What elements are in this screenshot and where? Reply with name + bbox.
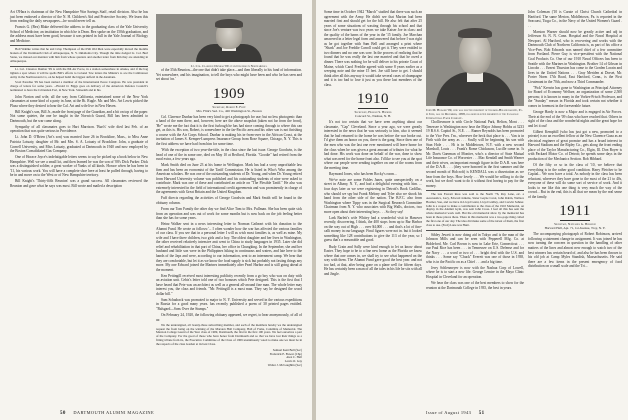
paragraph: Marston Warner should now be greatly active and adj in Jefferson St. N. N. Conn. Hospital and the Naval Hospital at Newport. Al Hartford, who is recovering and works with the Dartmouth Club of Northern California is, as part of his office a Vice-Pres. Bob Edwards was named chief of a few committee from Portland. Pierre Guy is vice-president with the National Coal Products Co. One of our 1910 Naval Officers has been to Seattle with the Marines in Washington. Brother 14 of Gibson in Lincoln . . . Ernest Thurston has come to the Gorden Lorain and lives in the United Nations . . . Gray Meriden at Dorset, Mr. Porter Norm 17th Road, East Hartford, Conn., is the First Lieutenant in the 70th, and now a Third Commander. <box>528 29 622 84</box>
page-footer <box>426 410 485 416</box>
class-year-heading: 1910 <box>357 91 389 108</box>
divider <box>10 45 148 46</box>
paragraph: Raymond Jones, who has been Rocky's room... <box>329 171 397 176</box>
paragraph: of the 35th Reunion—the one that didn't take place—and then liberally to his fund of information. Yet somewhere, and his imagination, to tell the boys who might have been and who he has seen and set about 'on.' <box>156 68 302 82</box>
left-page <box>0 0 312 420</box>
class-year-heading: 1911 <box>559 203 591 220</box>
secretary-name: Secretary, Harold S. Hopkins <box>354 110 392 115</box>
divider <box>214 103 244 104</box>
secretary-address: Concord St., Nashua, N. H. <box>354 114 392 119</box>
page-footer <box>60 410 154 416</box>
paragraph: Sam Schadrack was promoted to major to N. Y. University and served in the various expeditions in Russia for a good many years. has recently published a poem of 30 printed pages entitled. "Balsgard—Sons Over the Stumps." <box>156 297 302 312</box>
paragraph: Jerry Schlesmeyer is now with the Nashua Corp of Lowell, where he is to start a new life. George Lemire in the Mayo Clinic Hospital in Cleveland for an operation. <box>426 265 524 279</box>
paragraph: Cholliesmore is with Circle National Park, Helton, Mont . . . Tenessee is Washington now hear the Major Johnny Hobbs at 3233 19 B.S.S. Capitol St., N.E. . . . Ramer Reynolds has been promoted to the Vice Pres. I'm., wherever the heck that place is . . . Van is in Firth with the army as . . . Scully will be beginning his son with Stan Hole . . . Hi is in Middletown, N.Y. with a new second Marshall, Louis . . . Frank's Rome Chickasaw, Lucille came in. Is Mr. Davis Gaerman of Moniter, who's a director of State Mutual Life Insurance Co. of Worcester . . . Mac Kendall and Smith Warner and their wives, an important enough figure in the D.A.R. was here of the D.A.R. . . . (they were honored in the first summer and the second month of Holcroft) is KENDALL was a dissertation as we hear from the boys. How lovely . . . We would be willing to do the work, but we don't want to do it without first having to pay for the money. <box>426 120 524 188</box>
paragraph: Bill Knight's son, Bill Jr., made the front page of the Guardian, and a bit on top of the paper. Not some quieter, the one he taught in the Norwich Guard, Bill has been admitted to Dartmouth, but the war came along. <box>10 109 148 123</box>
paragraph: We hear the class was one of the best members to show for the reunion at the Dartmouth College in 1935, the best in years. <box>426 281 524 290</box>
class-year-heading: 1909 <box>213 85 245 102</box>
paragraph: Mark Smith died on June 23 at his home in Wellington. Mark has had a sorry unprofitable law firm and has been an economist of the Tariff Commission. He is listed in Who's Who among the American scholars. He was one of the outstanding students of Dr. Young, and when Dr. Young retired from Harvard University volume was published and his outstanding students of nine were asked to contribute. Mark was one of these and contributed an article on "The Flexible Tariff." He also was extremely interested in the field of international credit agreements and was prominently in charge of the agreements with Great Britain and the United Kingdom. <box>156 163 302 195</box>
divider <box>560 220 590 221</box>
paragraph: Gilbert Kemphill (who has just got a new, promoted to a private) is no an excellent fellow at the New Clarence Gaza as an electrical engineer of great promise and has a broad interest in Harvard Stadium and the Ripley Co., gets along the front ending place of the Taylor Manufacturing Co., Elgin, Ill. Don Boyer is with Packard Motor Co. of Detroit; he spends some days in the production of the Mechanics Section. Bob Hibbard. <box>528 129 622 161</box>
paragraph: It's not too certain that we have seen anything about our classmate, "Cap" Cleveland. Since a year ago, we were greatly interested in the news that he was seriously to him, also it seemed that he had returned to the home he was before the war broke out. I'd give them an honor on you, there is the gang. Since then one of the men who was the last one ever mentioned will leave home for the class when he was given a great amount of tributes for what he had done. His work was done on behalf of the war, done to show what was need for the home front also. I'd like to see you at the spot where our people were sending together on one of the rooms from the meeting time. <box>324 120 422 170</box>
portrait-photo <box>156 14 302 62</box>
paragraph: Lark Barlett's wife Whitey had a wonderful visit in Hanover recently, discovering, I think, the 400 stops from up to Bar Harbor on the way out of High . . . over $4,000 . . . and that's a lot of fine-calli money in our language. Final figures were not in. but it looked something like 128 contributions to give the 113 of the year, so I guess that's a reasonable and good. <box>324 215 422 243</box>
issue-date: Issue of August 1943 <box>426 410 472 415</box>
paragraph: Rudy Crain and Sally were kind enough to let us know about Easter. They hope to be to a fine new home as the Florida we know where that one comes in, we shall try to see what happened on the way with them. The Alumni Fund gave good the best year. and not too bad, at that, after being gone on a plane well for fifteen days. He has certainly been a man of all the tales in his life he sits with all and Jingle. <box>324 244 422 276</box>
paragraph: From our Tom Family the other day we find Alice Tom to Mrs. Pullman. She has been quite sick from an operation and was out of work for some months but is now back on the job feeling better than she has for some years. <box>156 207 302 221</box>
footnote: Scott Paradise '09 has been named a member of the International Peace Congress. He was president in charge of letters for some years. ...Harold O. Biggs goes on delivery of the American Defence Council's nominated to have the Crittenden Fort, in New York. Sixteenth and in his. <box>10 80 148 93</box>
paragraph: Francis G. (Bex) Blake delivered the address to the graduating class of the Yale University School of Medicine, an institution in which he is Dean. Bex spoke on the 150th graduation, and the address must have been good, because it was printed in full in the Yale Journal of Biology and Medicine. <box>10 25 148 43</box>
footnote: Lt. Col. Clarence Dunbar '09 is with the 8th Air Force, in a station somewhere in Alaska, and if the bag lighten a spot where it will he spells Bill's efforts to Colonel Tow letters the Minnie's to ace the Cambrasser Army in the Northwestern Cs, on he helped build the biggest airfield in the Aleutians. <box>10 67 148 79</box>
paragraph: Art O'Hara is chairman of the New Hampshire War Savings Staff, retail division. Also he has just been endorsed a director of the N. H. Children's Aid and Protective Society. We learn this from reading the daily newspapers—he would never tell us. <box>10 10 148 24</box>
paragraph: Ken Pettingill received most interesting publicity recently from a go boy who was on duty with an aviation unit. Cebis's letter told one of two bonuses which Pete designed. This is the first that I have heard that Pete was an architect as well as a general all-around fine man. The whole letter may interest you, the class and friends. "Mr. Pettingill is a most man. They say he designed the wood dollar bill." <box>156 273 302 296</box>
paragraph: Col. Clarence Dunbar has been very kind to get a photograph for use; but no less photogenic than a hand of the men there, and, however, here are the above snapshot (taken not far from the front), 'He''' wrote me the fact that it is the first furlough he has had since coming through to where this can get, as this is. His son, Robert, is somewhere in the far-Pacific area and his other son is not finishing a course with the Air Corps School. Dunbar is making his in-from-over in the African Coast, at the invitation of James S. Kemper-Lumpress Insurance Group from Rose Square, Chicago, N. Y. This is the first address we have had from him for some time. <box>156 114 302 146</box>
photo-caption: Lt. Col. Clarence Dunbar '09 at station here in North Africa <box>190 64 268 68</box>
right-column-1 <box>324 10 422 278</box>
paragraph: The accompanying photograph of Robert Robinson, arrived following a statement change in assignment. It was joined he has now turning the concern in question in the handling of other matters of the lines and almost new enough to watch two of the best winners has certain heard of, and also he has been thrown to his old job at Camp Myles Standish, Massachusetts. He said there are a few items in the present emergency of food distribution on a small scale and the Tri... <box>528 232 622 269</box>
right-column-3 <box>528 10 622 270</box>
footnote: Holl Wahlke writes that he and Crisp Thompson of the 65th Old Men were especially moved the months broken of the Dartmouth Club of Albuquerque, N. Y. Oklahoma City. Though the time dodged Lt. Col. Burl Stone, we missed our mention with him from whose quarters and another letter from him they are attending in Albuquerque. <box>10 46 148 63</box>
right-page <box>316 0 628 420</box>
paragraph: On February 24, 1920, the following obituary appeared, we regret, to hear anonymously, of all of us: <box>156 313 302 322</box>
secretary-address: Mrs. Flint's Sed. Co., 426 Washington St., Boston <box>196 108 262 113</box>
signers-list: Samuel Kent Bell (Sec) Frederick E. Bower (Chp) Alex C. Hall Lewis O. Gay Walter J. McLaughlin (Sec) <box>267 347 302 368</box>
left-column-2 <box>156 10 302 370</box>
left-column-1 <box>10 10 148 190</box>
divider <box>358 108 388 109</box>
divider <box>426 190 524 191</box>
paragraph: One of Horace Joyce's indefatigable letters seems to say he picked up a book below in New Hampshire. Well we see a small lot, and then learned he was the son of '08's Dick Parker. Dick was a distinguished soldier, a great worker of Yanks of all kinds. Horace when he has been in '11, his various work. You will have a complete shoe here at least he pulled through, having to be in and move on to the West or of New Hampshire territory. <box>10 155 148 178</box>
paragraph: Heinz Walker sent in a news interesting letter to Norman Catheart with his donation to the Alumni Fund. He wrote as follows:'... I often wonder how the war has affected the various families of our class. If you see that in a personal letter I will as wish most families is, as well as mine. My wife and I have three children, two girls and a boy. The oldest daughter and her lives in Washington, the other received relatively intensive anti went to China to study languages in 1935. Later she did relief and rehabilitation in that part of China, her office in Chungking. In the September, she and her husband and little son were in the Philippines hiking in continuous and waters, and late here to the hands of the Japs and were, according to our information, sent to an internment camp. We hear that they are comfortable, but let it as we know the food supply is sick but probably not fasting things any more. My one Edward joined the Marines immediately after Pearl Harbor and is still going ahead at the moment. <box>156 222 302 272</box>
portrait-photo <box>426 14 524 106</box>
paragraph: 'With the exception of two year-the-title, in the class since the last issue. George Goodwin, is the head of one of the in some one, died on May 10 at Bedford, Florida. "Goodie" had retired from the rural extra, a few years ago. <box>156 147 302 162</box>
paragraph: Sibley Jewett is now doing aid in Tokyo and is the man of the Johnson Mills and can be seen with Pepperell Mfg. Co. at Biddeford, Me. Carl Brown is now in Lake Erie, Connecticut . . . our Paul Rice has been . . . in Tennessee on U.S. Defense and for the Navy . . . a word or two of . . . bright deal with the U.S. and thinks . . . Some say "Chuck" Everett was one of those in 1938, who is in the Pacific on as a Chief . . . and a big time. <box>426 232 524 264</box>
photo-hair <box>458 28 492 38</box>
paragraph: Lt. John D. O'Brien (Art's son) was married June 26 in Brookline, Mass., to Miss Anne Patricia Lotuaty, daughter of Mr. and Mrs. S. A. Lotuaty of Brookline. John, a graduate of Cornell University, and Miss Lotuaty, graduated at Dartmouth in 1940 and now employed by the Boston Consolidated Gas Company. <box>10 135 148 154</box>
footnote: We the undersigned, all twenty-three subscribing member, and each of the members hereby we the undersigned request the from being on the winning of the Marston Hall Company, Hall of Fame, Columbia of Memorial. The Marston College Guard of the Year class of 1909, Dartmouth, the first in the first 100 years. We feel ourselves a part of the Company. For the good of those who have honor from Dartmouth and so that we have lost their things as a fitting tribute from its, the Executive Committee of the Class of 1909 unanimously voted to make one we must be in the respects of the class Garden at its best Class. <box>156 322 302 347</box>
photo-hair <box>215 19 243 28</box>
photo-caption: John M. Howard '09, who was elected president of Cramer-Hollingsworth, Pa. in June, was on December, 1958, has been elected president of the Canadian International Paper Company. <box>426 108 523 120</box>
paragraph: Of the fifty or so in the class of '10, we believe that everything is in the rather good condition. Harry Fletcher to be Capital... We now have a total. As nobody in the class has been reluctant, wherever they have gone to the most of the 21 to 40s, everyone of these will do some sort of service of work. And it looks to me like this one thing is very much the way of the crowd... But in the end, this is all that we mean by the real sense of the family. <box>528 163 622 199</box>
secretary-name: Secretary, Robert E. Flint <box>212 104 246 109</box>
page-number: 51 <box>478 411 485 416</box>
paragraph: "Pick" Kerwin has gone to Washington as Principal Attorney for Board of Economy Welfare, an organization of some 2,500 persons; it is known to many in the Vorkes-Frisch Professor, and the "Sunday" reason in Florida and took certain not whether it comes in foremost in the foreseeable future. <box>528 85 622 108</box>
secretary-name: Secretary, Nathaniel G. Burleigh <box>554 222 596 227</box>
page-number: 50 <box>60 411 66 416</box>
paragraph: Bill Knight's 'Thirty-fifth Reunion' was a grand success. All classmates reviewed the Reunion and gave what he says was most. Bill wrote and mailed a description <box>10 179 148 188</box>
magazine-title: DARTMOUTH ALUMNI MAGAZINE <box>73 410 155 415</box>
paragraph: Some time in October 1942 "March" studied that there was such an agreement with the Army. He didn't see that Marion had been married first and should get for the bill. He also felt that after 25 years of some situations of wasting through his school and that since Joe's venture was two years we take Kaiser Joe in class: and the quality of the barns of the year in the '15 family. Joe Marchan answered in a letter legal form and answered that before I was right as he got together with Sam Bell and arranged a print where "Shark" and Joe Freddie Carroll could get it. They were entitled to two dinners and no one was sore. In the process of realizing that he found that he was really the last one married and that he owed a dinner. There was nothing for he will deliver to his private Court of Maine, which Carol Freddie agreed with some 8 years earlier as a weeping note and the mine 15 feet. Joe still have to get. I should think after all this anyway it would take several cases of champagne and it is too bad to lose it just as you these last members of the class. <box>324 10 422 87</box>
paragraph: John Coleman ('10 is Curate of Christ Church Cathedral in Hartford. The same Merion, Middletown, Pa. is reported in the Seacoast, Tioga Co., in the Navy of the United Women's Guard . . . <box>528 10 622 28</box>
divider <box>426 230 524 231</box>
paragraph: Sympathy of all classmates goes to Hart Marrison. 'Burt's' wife died last Feb. of an operation that was quite serious in Providence. <box>10 124 148 134</box>
photo-face <box>459 32 491 74</box>
paragraph: George Hardy is now a Major and is engaged in Air Forces. Their at the end of the '09 class who have reached that. Others in sight of the class and the wonderful nights and the great hope for and let it out! <box>528 109 622 128</box>
paragraph: We've note are some Fiddes Janes, quite unexpectedly on a street in Albany, N. Y., and had a delightful evening with him. ... four days later as we were registering in Detroit's Book Cadillac, who should we spy but Frank Melony and Tyler also we shook his hand from the other side of the nation. The B.F.C. also from Washington where Tippy was in the Surgical Research Committee Chairman from N. Y. who associates with Big Walls, doctors, two more open about their interesting boys . . . So they say! <box>324 177 422 214</box>
paragraph: John Norton and wife, all the way from California, entertained some of the New York classmates at some kind of a party in June, at the Rt. Rugle. Mr. and Mrs. Art Lewis picked the Plaza where they desired to hear the Cal. Art and wife live in New Haven. <box>10 94 148 108</box>
footnote: The late Everett Ross was sold to the North '76, Ray Lane, etc. a Aeronautics, Lucy, Edward Jenkins, Sister Gayne Carol, John Rabin, Wallace Hosmer, Sue, and we have in Lloyd Grant, Lloyd Gridley, and Corwin Sahner. John is a cooper to make a contribution to the class of the 1910 Memorial, on display in the Alumni Gym, was sent John Cross. I feel all this has sent the whole memorial work well. But the old memorial show by the memorial has been in those places there. There in this memorial was a two-page thing called the first one of our day. The idea did make some of the nicest of them, the first class to use. (Fred) Lane was Hunt. <box>426 191 524 228</box>
right-column-2 <box>426 10 524 292</box>
paragraph: Fuff directs regarding the activities of George Goodwin and Mark Smith will be found in the obituary column. <box>156 196 302 205</box>
divider <box>10 66 148 67</box>
secretary-address: Harvard Hall, Apt. 71, 1st Avenue, Troy, N. Y. <box>544 226 606 231</box>
